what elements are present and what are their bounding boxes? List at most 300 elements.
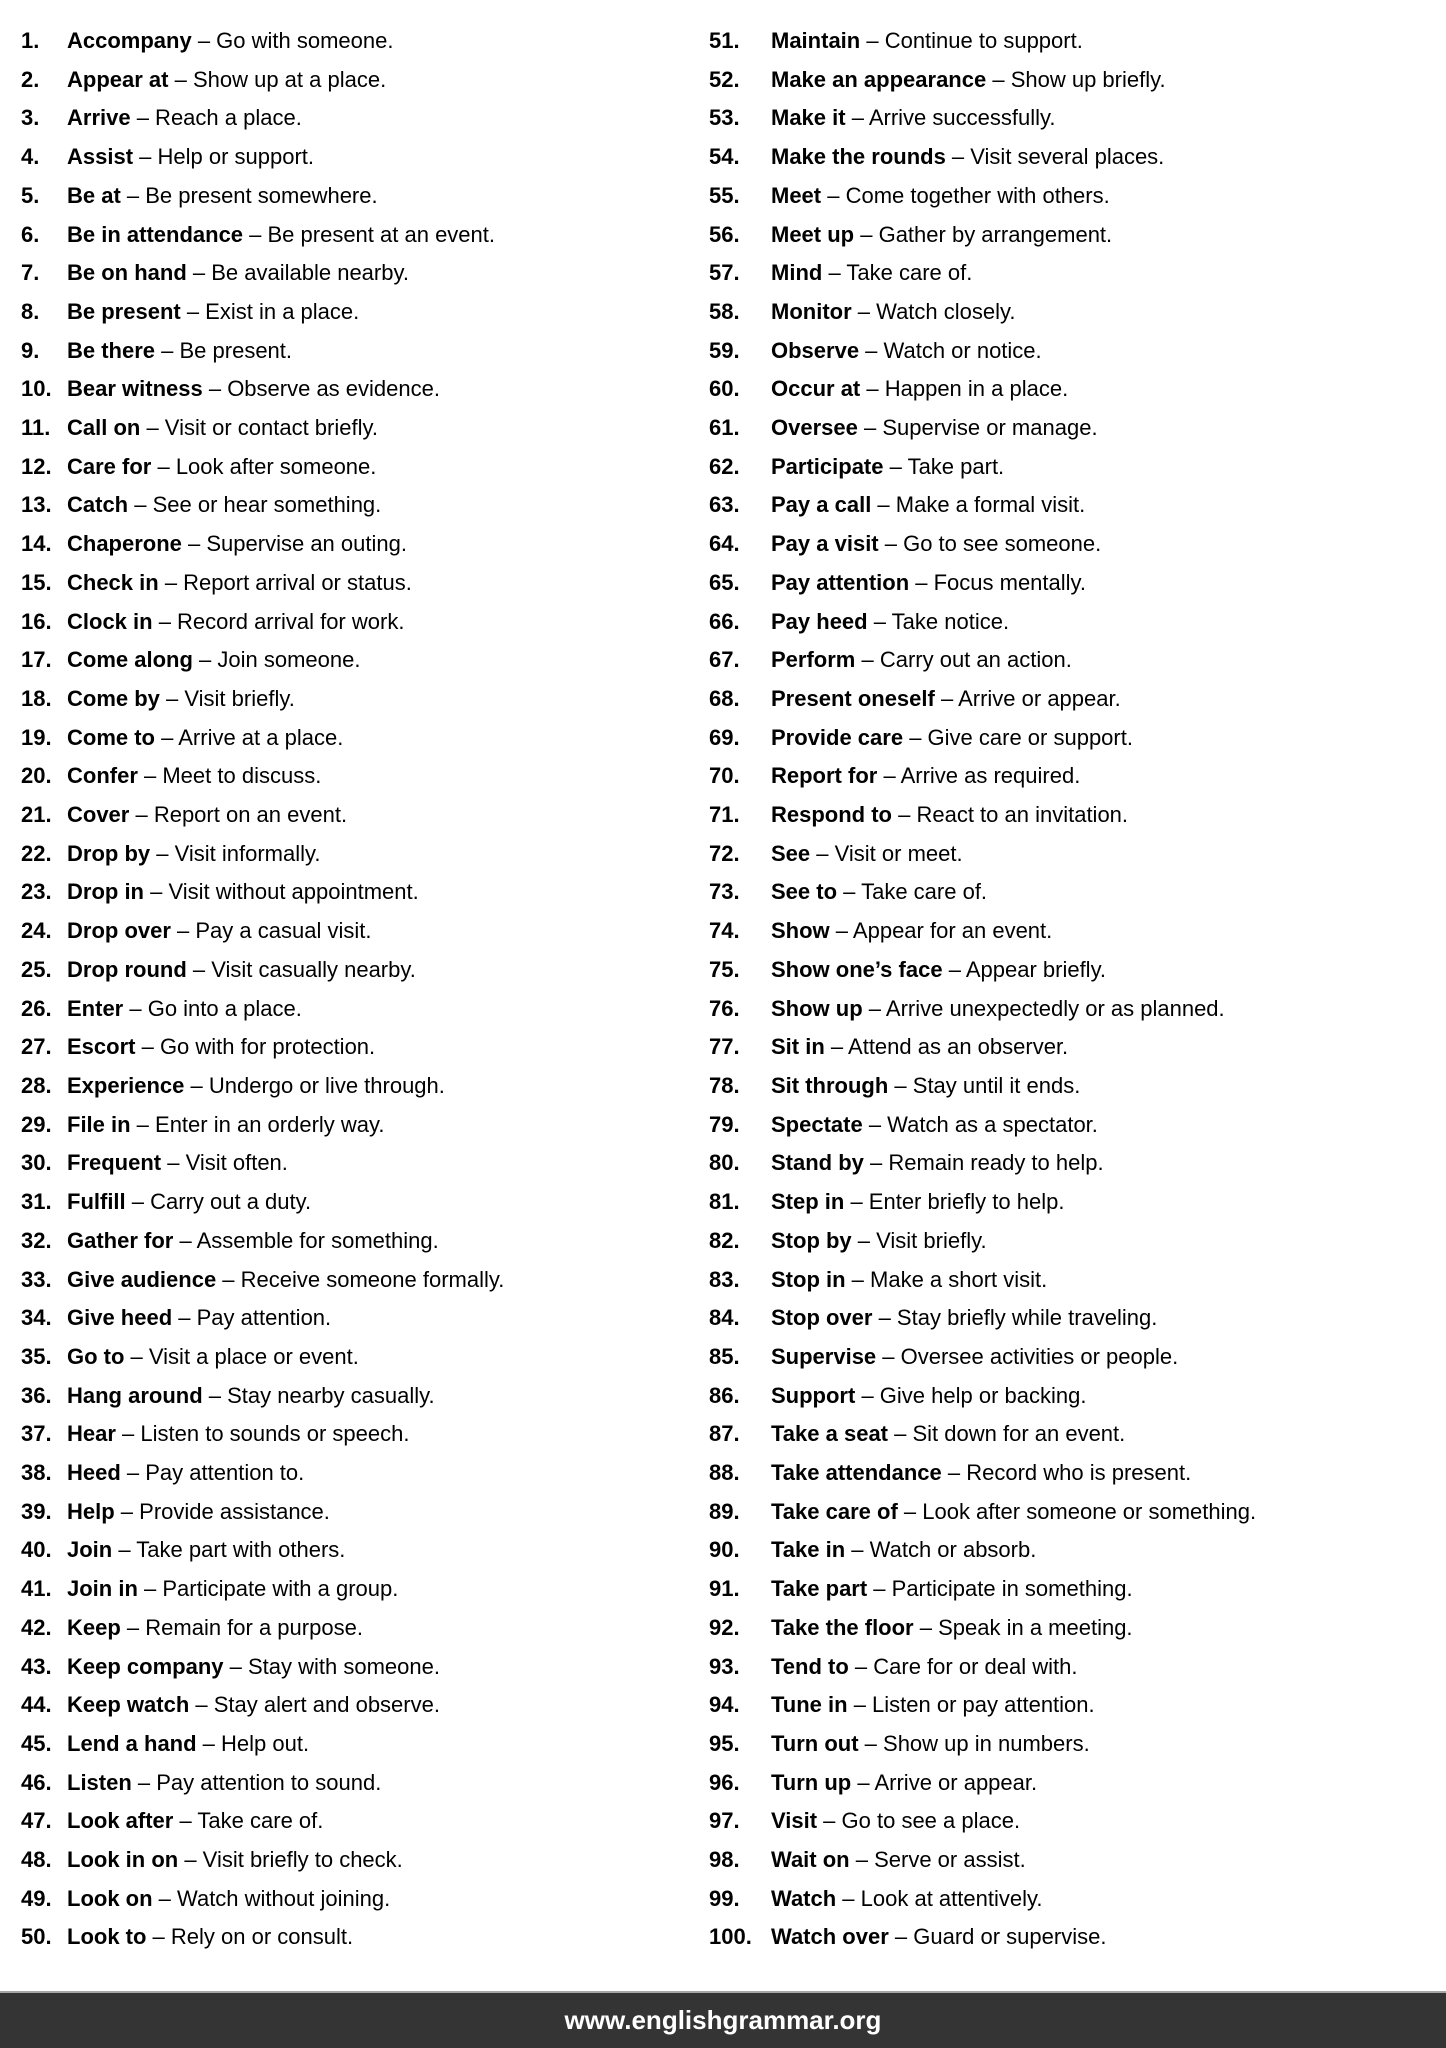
- item-term: Come to: [67, 724, 155, 750]
- list-item: [709, 409, 1446, 448]
- item-number: 15.: [21, 569, 52, 595]
- list-item: [709, 254, 1446, 293]
- list-item: [21, 1918, 709, 1957]
- item-text: Clock in – Record arrival for work.: [67, 608, 405, 634]
- item-number: 54.: [709, 144, 740, 170]
- item-number: 90.: [709, 1537, 740, 1563]
- item-number: 1.: [21, 28, 40, 53]
- item-term: Wait on: [771, 1847, 850, 1873]
- item-text: Go to – Visit a place or event.: [67, 1343, 359, 1369]
- list-item: [709, 177, 1446, 216]
- item-number: 31.: [21, 1189, 52, 1215]
- list-item: [709, 1493, 1446, 1532]
- item-term: Respond to: [771, 802, 892, 828]
- item-number: 80.: [709, 1150, 740, 1176]
- list-item: [709, 873, 1446, 912]
- item-term: Confer: [67, 763, 138, 789]
- item-term: Go to: [67, 1343, 125, 1369]
- item-number: 36.: [21, 1382, 52, 1408]
- item-number: 55.: [709, 182, 740, 208]
- item-number: 14.: [21, 531, 52, 557]
- list-item: [21, 873, 709, 912]
- column-right: [709, 22, 1446, 1957]
- item-text: Sit through – Stay until it ends.: [771, 1072, 1081, 1098]
- item-term: Care for: [67, 453, 152, 479]
- item-number: 11.: [21, 415, 51, 441]
- item-number: 35.: [21, 1343, 52, 1369]
- list-item: [709, 370, 1446, 409]
- item-number: 97.: [709, 1808, 740, 1834]
- item-text: Look on – Watch without joining.: [67, 1885, 391, 1911]
- item-term: Keep watch: [67, 1692, 190, 1718]
- item-term: Be in attendance: [67, 221, 244, 247]
- item-number: 96.: [709, 1769, 740, 1795]
- item-term: Monitor: [771, 298, 852, 324]
- item-number: 83.: [709, 1266, 740, 1292]
- item-text: Stop over – Stay briefly while traveling.: [771, 1305, 1158, 1331]
- item-text: Heed – Pay attention to.: [67, 1460, 305, 1486]
- list-item: [709, 951, 1446, 990]
- item-number: 8.: [21, 298, 40, 324]
- item-text: Report for – Arrive as required.: [771, 763, 1081, 789]
- item-number: 29.: [21, 1111, 52, 1137]
- item-text: Respond to – React to an invitation.: [771, 802, 1129, 828]
- list-item: [21, 1261, 709, 1300]
- item-text: Support – Give help or backing.: [771, 1382, 1087, 1408]
- list-item: [709, 486, 1446, 525]
- list-item: [709, 1028, 1446, 1067]
- item-number: 40.: [21, 1537, 52, 1563]
- list-item: [709, 1454, 1446, 1493]
- item-number: 79.: [709, 1111, 740, 1137]
- item-text: Take attendance – Record who is present.: [771, 1460, 1192, 1486]
- list-item: [709, 1531, 1446, 1570]
- item-text: Catch – See or hear something.: [67, 492, 382, 518]
- item-text: Drop by – Visit informally.: [67, 840, 321, 866]
- item-text: Bear witness – Observe as evidence.: [67, 376, 440, 402]
- list-item: [709, 332, 1446, 371]
- item-number: 74.: [709, 918, 740, 944]
- item-number: 2.: [21, 66, 40, 92]
- item-term: Gather for: [67, 1227, 174, 1253]
- item-number: 50.: [21, 1924, 52, 1950]
- item-number: 58.: [709, 298, 740, 324]
- item-text: Cover – Report on an event.: [67, 802, 348, 828]
- item-text: Arrive – Reach a place.: [67, 105, 302, 131]
- item-number: 51.: [709, 28, 740, 53]
- item-number: 32.: [21, 1227, 52, 1253]
- list-item: [21, 293, 709, 332]
- item-term: Watch: [771, 1885, 837, 1911]
- item-number: 26.: [21, 995, 52, 1021]
- item-term: Experience: [67, 1072, 185, 1098]
- item-term: See to: [771, 879, 838, 905]
- item-number: 16.: [21, 608, 52, 634]
- list-item: [21, 990, 709, 1029]
- item-text: Be present – Exist in a place.: [67, 298, 360, 324]
- item-text: Call on – Visit or contact briefly.: [67, 415, 378, 441]
- item-number: 99.: [709, 1885, 740, 1911]
- list-item: [21, 1648, 709, 1687]
- list-item: [709, 1067, 1446, 1106]
- item-term: Occur at: [771, 376, 861, 402]
- item-text: Watch – Look at attentively.: [771, 1885, 1043, 1911]
- item-number: 57.: [709, 260, 740, 286]
- item-number: 12.: [21, 453, 52, 479]
- item-term: Stop over: [771, 1305, 873, 1331]
- item-term: Show: [771, 918, 830, 944]
- item-term: Pay a visit: [771, 531, 879, 557]
- item-text: Take in – Watch or absorb.: [771, 1537, 1037, 1563]
- item-term: Fulfill: [67, 1189, 126, 1215]
- item-text: Be in attendance – Be present at an event.: [67, 221, 495, 247]
- item-term: Show up: [771, 995, 863, 1021]
- item-term: Take a seat: [771, 1421, 889, 1447]
- item-term: Make an appearance: [771, 66, 987, 92]
- item-text: Fulfill – Carry out a duty.: [67, 1189, 312, 1215]
- item-number: 100.: [709, 1924, 752, 1950]
- item-text: Look after – Take care of.: [67, 1808, 324, 1834]
- item-text: Perform – Carry out an action.: [771, 647, 1072, 673]
- item-number: 87.: [709, 1421, 740, 1447]
- item-term: Pay heed: [771, 608, 868, 634]
- item-text: Enter – Go into a place.: [67, 995, 302, 1021]
- item-term: Stand by: [771, 1150, 864, 1176]
- list-item: [709, 1415, 1446, 1454]
- item-number: 75.: [709, 956, 740, 982]
- item-term: Frequent: [67, 1150, 162, 1176]
- item-term: Pay a call: [771, 492, 872, 518]
- item-number: 76.: [709, 995, 740, 1021]
- list-item: [21, 1802, 709, 1841]
- list-item: [709, 912, 1446, 951]
- item-text: Present oneself – Arrive or appear.: [771, 685, 1121, 711]
- item-term: Escort: [67, 1034, 136, 1060]
- item-number: 6.: [21, 221, 40, 247]
- item-term: Provide care: [771, 724, 904, 750]
- list-item: [709, 757, 1446, 796]
- item-number: 78.: [709, 1072, 740, 1098]
- list-item: [21, 1454, 709, 1493]
- item-number: 61.: [709, 415, 740, 441]
- list-item: [709, 1377, 1446, 1416]
- item-number: 33.: [21, 1266, 52, 1292]
- item-text: Be there – Be present.: [67, 337, 293, 363]
- item-number: 65.: [709, 569, 740, 595]
- item-text: Keep watch – Stay alert and observe.: [67, 1692, 440, 1718]
- item-text: Take part – Participate in something.: [771, 1576, 1133, 1602]
- item-text: Show – Appear for an event.: [771, 918, 1053, 944]
- list-item: [21, 1377, 709, 1416]
- list-item: [709, 1880, 1446, 1919]
- item-term: Chaperone: [67, 531, 182, 557]
- item-number: 98.: [709, 1847, 740, 1873]
- item-term: Cover: [67, 802, 130, 828]
- list-item: [709, 61, 1446, 100]
- item-text: Sit in – Attend as an observer.: [771, 1034, 1069, 1060]
- item-term: Watch over: [771, 1924, 889, 1950]
- list-item: [709, 1764, 1446, 1803]
- item-term: Turn out: [771, 1730, 859, 1756]
- item-text: Escort – Go with for protection.: [67, 1034, 376, 1060]
- item-number: 77.: [709, 1034, 740, 1060]
- list-item: [21, 22, 709, 61]
- list-item: [709, 1261, 1446, 1300]
- item-text: Occur at – Happen in a place.: [771, 376, 1069, 402]
- list-item: [709, 603, 1446, 642]
- item-term: Take care of: [771, 1498, 898, 1524]
- item-text: See – Visit or meet.: [771, 840, 963, 866]
- list-item: [709, 216, 1446, 255]
- list-item: [709, 1222, 1446, 1261]
- item-text: Be at – Be present somewhere.: [67, 182, 378, 208]
- item-text: Monitor – Watch closely.: [771, 298, 1016, 324]
- item-number: 85.: [709, 1343, 740, 1369]
- item-number: 94.: [709, 1692, 740, 1718]
- item-term: Drop by: [67, 840, 151, 866]
- item-text: Drop round – Visit casually nearby.: [67, 956, 416, 982]
- item-text: Step in – Enter briefly to help.: [771, 1189, 1065, 1215]
- item-number: 81.: [709, 1189, 740, 1215]
- footer-bar: [0, 1991, 1446, 2048]
- list-item: [709, 1802, 1446, 1841]
- list-item: [21, 99, 709, 138]
- item-text: Observe – Watch or notice.: [771, 337, 1042, 363]
- item-text: Mind – Take care of.: [771, 260, 973, 286]
- list-item: [21, 719, 709, 758]
- item-text: Appear at – Show up at a place.: [67, 66, 387, 92]
- list-item: [21, 138, 709, 177]
- item-term: Help: [67, 1498, 115, 1524]
- list-item: [21, 641, 709, 680]
- item-text: Look to – Rely on or consult.: [67, 1924, 354, 1950]
- item-term: Make the rounds: [771, 144, 946, 170]
- item-term: Clock in: [67, 608, 153, 634]
- item-term: Hear: [67, 1421, 116, 1447]
- item-text: Spectate – Watch as a spectator.: [771, 1111, 1098, 1137]
- item-text: Lend a hand – Help out.: [67, 1730, 310, 1756]
- item-term: Accompany: [67, 28, 192, 53]
- item-term: Pay attention: [771, 569, 910, 595]
- item-term: Check in: [67, 569, 159, 595]
- item-number: 18.: [21, 685, 52, 711]
- list-item: [21, 1609, 709, 1648]
- item-number: 5.: [21, 182, 40, 208]
- item-term: Catch: [67, 492, 129, 518]
- item-number: 91.: [709, 1576, 740, 1602]
- item-term: Be on hand: [67, 260, 187, 286]
- item-number: 4.: [21, 144, 40, 170]
- item-term: Arrive: [67, 105, 131, 131]
- list-item: [21, 448, 709, 487]
- item-text: Drop in – Visit without appointment.: [67, 879, 419, 905]
- list-item: [709, 796, 1446, 835]
- item-term: Appear at: [67, 66, 169, 92]
- item-term: Present oneself: [771, 685, 935, 711]
- list-item: [21, 1686, 709, 1725]
- list-item: [21, 951, 709, 990]
- item-text: Come along – Join someone.: [67, 647, 361, 673]
- item-text: Take a seat – Sit down for an event.: [771, 1421, 1126, 1447]
- item-number: 70.: [709, 763, 740, 789]
- item-number: 43.: [21, 1653, 52, 1679]
- list-item: [21, 409, 709, 448]
- list-item: [21, 216, 709, 255]
- item-text: Make it – Arrive successfully.: [771, 105, 1056, 131]
- item-text: Check in – Report arrival or status.: [67, 569, 412, 595]
- item-term: Mind: [771, 260, 823, 286]
- item-term: Come along: [67, 647, 193, 673]
- item-text: Listen – Pay attention to sound.: [67, 1769, 382, 1795]
- item-term: Look to: [67, 1924, 147, 1950]
- list-item: [21, 1764, 709, 1803]
- list-item: [709, 1338, 1446, 1377]
- list-item: [21, 177, 709, 216]
- item-text: Meet – Come together with others.: [771, 182, 1110, 208]
- item-number: 84.: [709, 1305, 740, 1331]
- item-term: Drop round: [67, 956, 187, 982]
- item-text: Tune in – Listen or pay attention.: [771, 1692, 1095, 1718]
- item-term: Lend a hand: [67, 1730, 197, 1756]
- item-text: Join – Take part with others.: [67, 1537, 346, 1563]
- item-number: 60.: [709, 376, 740, 402]
- list-item: [709, 719, 1446, 758]
- item-term: Join in: [67, 1576, 138, 1602]
- list-item: [21, 1841, 709, 1880]
- list-item: [709, 448, 1446, 487]
- list-item: [21, 1725, 709, 1764]
- item-number: 95.: [709, 1730, 740, 1756]
- item-number: 23.: [21, 879, 52, 905]
- list-item: [21, 680, 709, 719]
- item-number: 64.: [709, 531, 740, 557]
- item-term: Show one’s face: [771, 956, 943, 982]
- item-text: Pay attention – Focus mentally.: [771, 569, 1087, 595]
- list-item: [21, 564, 709, 603]
- item-term: Participate: [771, 453, 884, 479]
- item-term: Stop by: [771, 1227, 852, 1253]
- item-term: File in: [67, 1111, 131, 1137]
- list-item: [21, 796, 709, 835]
- item-number: 28.: [21, 1072, 52, 1098]
- list-item: [21, 525, 709, 564]
- item-number: 69.: [709, 724, 740, 750]
- item-term: Come by: [67, 685, 160, 711]
- item-number: 63.: [709, 492, 740, 518]
- item-term: Stop in: [771, 1266, 846, 1292]
- item-term: Visit: [771, 1808, 818, 1834]
- list-item: [21, 1493, 709, 1532]
- item-text: Experience – Undergo or live through.: [67, 1072, 445, 1098]
- item-term: Enter: [67, 995, 124, 1021]
- item-term: Keep company: [67, 1653, 224, 1679]
- item-number: 71.: [709, 802, 740, 828]
- list-item: [709, 138, 1446, 177]
- item-number: 20.: [21, 763, 52, 789]
- item-number: 9.: [21, 337, 40, 363]
- item-number: 73.: [709, 879, 740, 905]
- item-text: Frequent – Visit often.: [67, 1150, 288, 1176]
- list-item: [709, 835, 1446, 874]
- item-text: Stop by – Visit briefly.: [771, 1227, 987, 1253]
- list-item: [21, 1338, 709, 1377]
- item-number: 45.: [21, 1730, 52, 1756]
- item-term: Hang around: [67, 1382, 203, 1408]
- item-text: Join in – Participate with a group.: [67, 1576, 399, 1602]
- list-item: [709, 22, 1446, 61]
- item-term: Step in: [771, 1189, 845, 1215]
- item-text: Look in on – Visit briefly to check.: [67, 1847, 403, 1873]
- item-number: 89.: [709, 1498, 740, 1524]
- list-item: [21, 1067, 709, 1106]
- item-number: 72.: [709, 840, 740, 866]
- item-term: Observe: [771, 337, 860, 363]
- list-item: [709, 1648, 1446, 1687]
- item-number: 48.: [21, 1847, 52, 1873]
- list-item: [709, 1183, 1446, 1222]
- item-number: 42.: [21, 1614, 52, 1640]
- item-term: Keep: [67, 1614, 121, 1640]
- list-item: [709, 99, 1446, 138]
- item-number: 47.: [21, 1808, 52, 1834]
- item-term: Look in on: [67, 1847, 179, 1873]
- item-term: Heed: [67, 1460, 121, 1486]
- list-item: [21, 1106, 709, 1145]
- item-term: Give heed: [67, 1305, 173, 1331]
- list-item: [21, 61, 709, 100]
- item-term: Turn up: [771, 1769, 852, 1795]
- item-number: 53.: [709, 105, 740, 131]
- list-item: [21, 1415, 709, 1454]
- list-item: [21, 370, 709, 409]
- item-text: Come to – Arrive at a place.: [67, 724, 344, 750]
- item-text: Give heed – Pay attention.: [67, 1305, 332, 1331]
- item-number: 38.: [21, 1460, 52, 1486]
- item-term: Meet: [771, 182, 822, 208]
- list-item: [21, 254, 709, 293]
- item-text: Provide care – Give care or support.: [771, 724, 1133, 750]
- list-item: [21, 1880, 709, 1919]
- item-number: 49.: [21, 1885, 52, 1911]
- item-number: 62.: [709, 453, 740, 479]
- list-item: [21, 1222, 709, 1261]
- item-term: Take the floor: [771, 1614, 914, 1640]
- list-item: [709, 1106, 1446, 1145]
- item-text: Confer – Meet to discuss.: [67, 763, 322, 789]
- item-term: Supervise: [771, 1343, 877, 1369]
- item-term: Sit in: [771, 1034, 825, 1060]
- item-text: Keep company – Stay with someone.: [67, 1653, 440, 1679]
- item-text: Take the floor – Speak in a meeting.: [771, 1614, 1133, 1640]
- list-item: [21, 757, 709, 796]
- item-term: Tune in: [771, 1692, 848, 1718]
- list-item: [709, 1918, 1446, 1957]
- item-number: 19.: [21, 724, 52, 750]
- footer-url[interactable]: www.englishgrammar.org: [564, 2005, 882, 2035]
- item-term: Join: [67, 1537, 113, 1563]
- item-number: 92.: [709, 1614, 740, 1640]
- list-item: [709, 680, 1446, 719]
- list-item: [709, 1725, 1446, 1764]
- list-item: [709, 293, 1446, 332]
- list-item: [21, 835, 709, 874]
- list-item: [21, 332, 709, 371]
- item-term: Be present: [67, 298, 181, 324]
- item-text: Drop over – Pay a casual visit.: [67, 918, 372, 944]
- item-term: Make it: [771, 105, 846, 131]
- item-text: Help – Provide assistance.: [67, 1498, 330, 1524]
- item-number: 25.: [21, 956, 52, 982]
